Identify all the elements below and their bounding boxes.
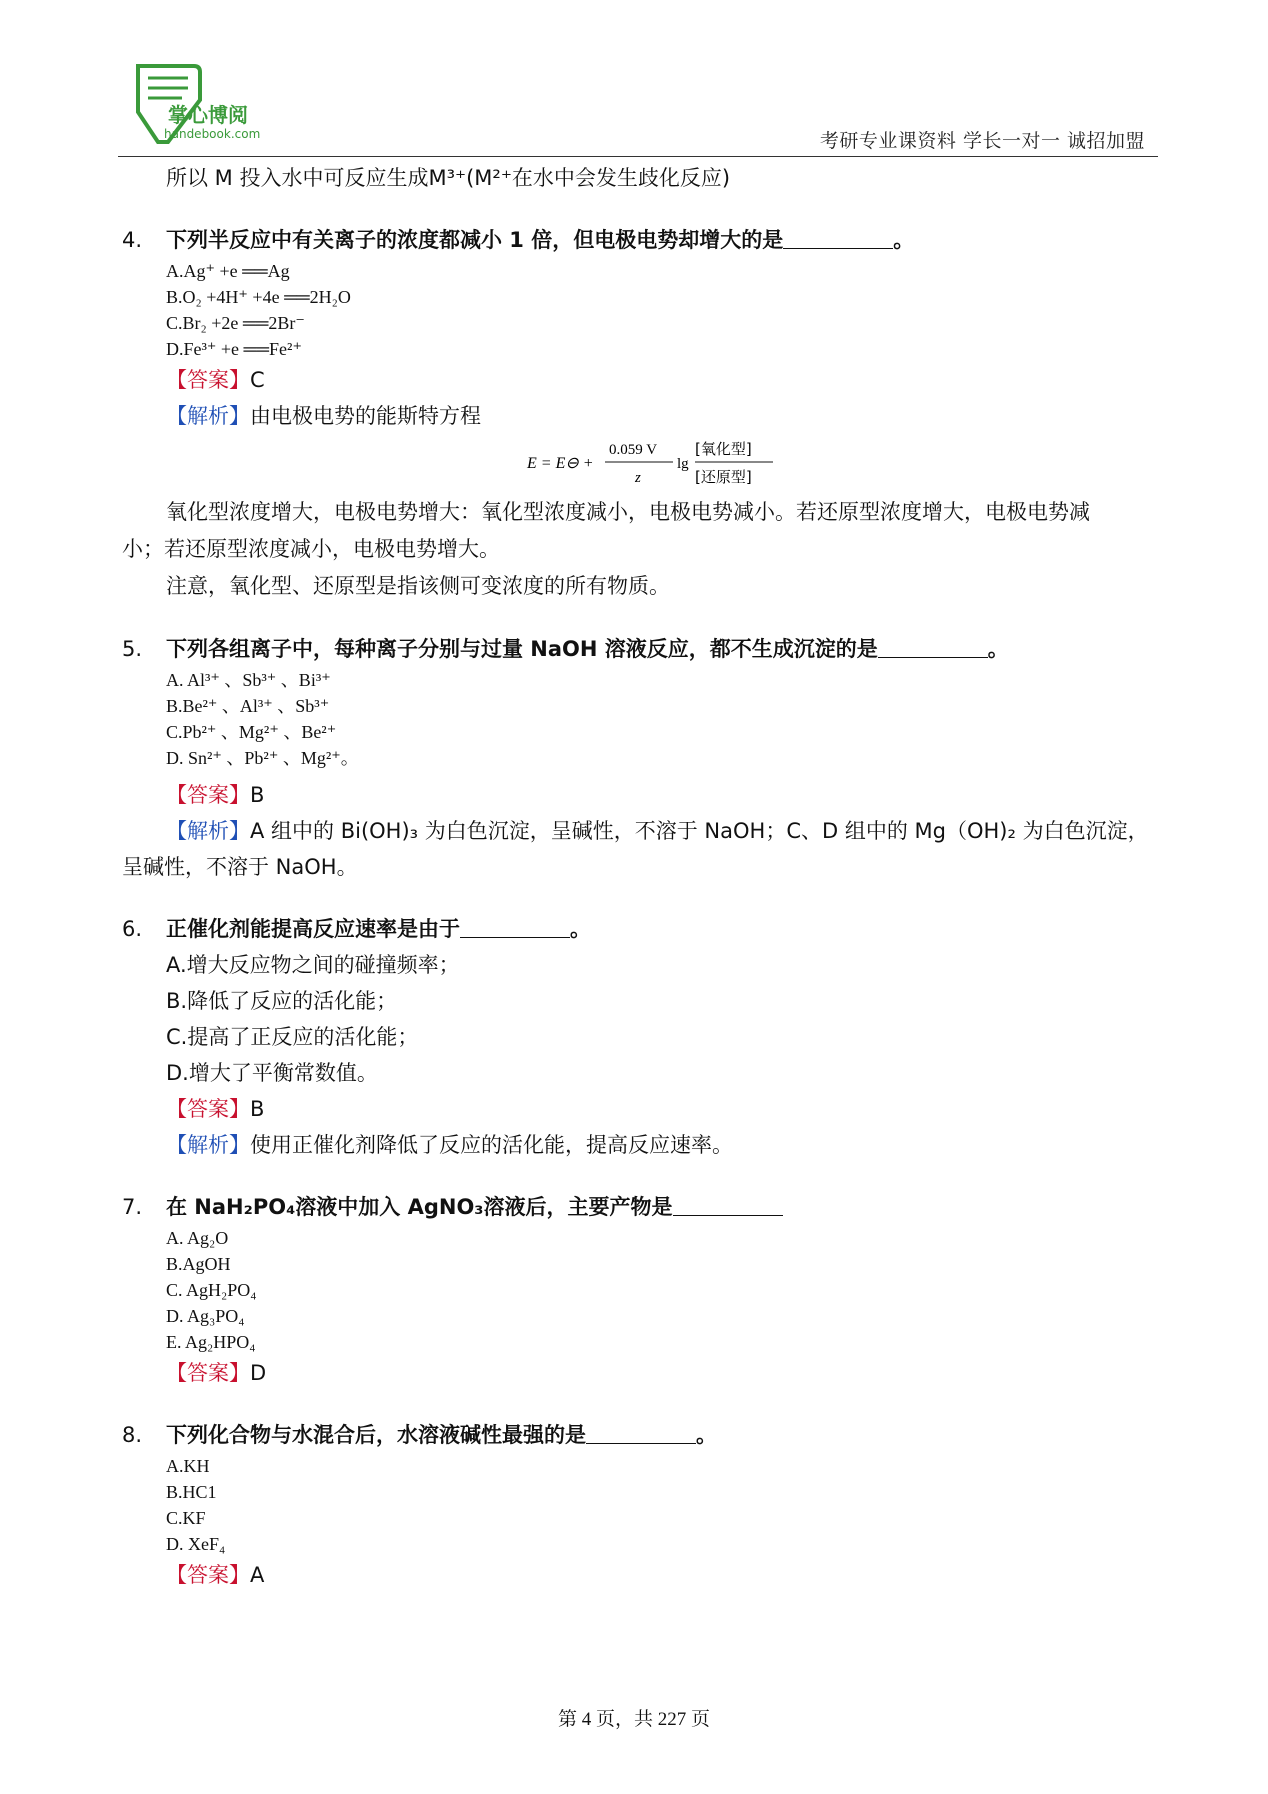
formula-numerator: 0.059 V [609,442,658,458]
analysis-line: 【解析】使用正催化剂降低了反应的活化能，提高反应速率。 [166,1133,733,1157]
answer-value: C [250,368,265,392]
answer-value: B [250,1097,265,1121]
document-body [122,160,1158,1593]
option: C.Pb²⁺ 、Mg²⁺ 、Be²⁺ [166,722,337,742]
logo-book-icon [134,62,284,148]
analysis-note: 小；若还原型浓度减小，电极电势增大。 [122,537,500,561]
answer-tag: 【答案】 [166,1097,250,1121]
option: A.KH [166,1456,210,1476]
question-title [122,1189,1158,1225]
analysis-line: 【解析】A 组中的 Bi(OH)₃ 为白色沉淀，呈碱性，不溶于 NaOH；C、D 组中的 Mg（OH)₂ 为白色沉淀， [166,819,1149,843]
question-text: 下列化合物与水混合后，水溶液碱性最强的是 [166,1423,586,1447]
option: B.AgOH [166,1254,231,1274]
logo-cn: 掌心博阅 [168,103,248,127]
logo [134,62,284,148]
analysis-note: 氧化型浓度增大，电极电势增大：氧化型浓度减小，电极电势减小。若还原型浓度增大，电极电势减 [166,500,1090,524]
answer-line [122,1091,1158,1127]
page-footer: 第 4 页，共 227 页 [557,1709,710,1730]
option: E. Ag₂HPO₄ [166,1332,256,1352]
answer-value: A [250,1563,265,1587]
answer-value: B [250,783,265,807]
option: A.增大反应物之间的碰撞频率； [166,953,460,977]
question-title: 4. 下列半反应中有关离子的浓度都减小 1 倍，但电极电势却增大的是 。 [122,222,1158,258]
question-number: 8. [122,1423,143,1447]
option: B.O₂ +4H⁺ +4e ══2H₂O [166,287,351,307]
answer-blank [673,1193,783,1216]
option: A. Al³⁺ 、Sb³⁺ 、Bi³⁺ [166,670,331,690]
option: B.Be²⁺ 、Al³⁺ 、Sb³⁺ [166,696,330,716]
answer-tag: 【答案】 [166,368,250,392]
answer-tag: 【答案】 [166,1563,250,1587]
question-number: 6. [122,917,143,941]
formula-lg: lg [677,456,689,472]
formula-lhs: E = E⊖ + [527,455,594,472]
header-divider [118,156,1158,157]
question-title: 5. 下列各组离子中，每种离子分别与过量 NaOH 溶液反应，都不生成沉淀的是 。 [122,631,1158,667]
answer-line [122,777,1158,813]
question-title: 8. 下列化合物与水混合后，水溶液碱性最强的是 。 [122,1417,1158,1453]
option: C.KF [166,1508,206,1528]
question-text: 下列半反应中有关离子的浓度都减小 1 倍，但电极电势却增大的是 [166,228,784,252]
answer-tag: 【答案】 [166,1361,250,1385]
answer-blank [783,226,893,249]
question-text: 下列各组离子中，每种离子分别与过量 NaOH 溶液反应，都不生成沉淀的是 [166,637,878,661]
option: B.降低了反应的活化能； [166,989,398,1013]
option: C.提高了正反应的活化能； [166,1025,419,1049]
header-slogan: 考研专业课资料 学长一对一 诚招加盟 [819,130,1145,152]
analysis-line-cont: 呈碱性，不溶于 NaOH。 [122,855,358,879]
option: A. Ag₂O [166,1228,229,1248]
answer-line [122,1355,1158,1391]
intro-line: 所以 M 投入水中可反应生成M³⁺(M²⁺在水中会发生歧化反应) [166,166,731,190]
logo-url: handebook.com [164,127,261,141]
option: D. Sn²⁺ 、Pb²⁺ 、Mg²⁺。 [166,748,359,768]
option: D. Ag₃PO₄ [166,1306,245,1326]
answer-line [122,1557,1158,1593]
option: C.Br₂ +2e ══2Br⁻ [166,313,305,333]
formula-denominator: z [635,470,641,486]
formula-oxidized: [氧化型] [695,440,752,458]
analysis-line: 【解析】由电极电势的能斯特方程 [166,404,481,428]
option: D. XeF₄ [166,1534,226,1554]
analysis-tag: 【解析】 [166,1133,250,1157]
answer-value: D [250,1361,267,1385]
option: D.增大了平衡常数值。 [166,1061,378,1085]
question-number: 5. [122,637,143,661]
option: B.HC1 [166,1482,217,1502]
option: A.Ag⁺ +e ══Ag [166,261,290,281]
answer-blank [586,1421,696,1444]
question-number: 4. [122,228,143,252]
analysis-note: 注意，氧化型、还原型是指该侧可变浓度的所有物质。 [166,574,670,598]
answer-line [122,362,1158,398]
answer-tag: 【答案】 [166,783,250,807]
analysis-tag: 【解析】 [166,404,250,428]
option: D.Fe³⁺ +e ══Fe²⁺ [166,339,302,359]
question-text: 在 NaH₂PO₄溶液中加入 AgNO₃溶液后，主要产物是 [166,1195,673,1219]
question-title: 6. 正催化剂能提高反应速率是由于 。 [122,911,1158,947]
answer-blank [460,915,570,938]
option: C. AgH₂PO₄ [166,1280,257,1300]
nernst-formula [525,438,795,488]
formula-reduced: [还原型] [695,468,752,486]
question-number: 7. [122,1195,143,1219]
answer-blank [878,635,988,658]
analysis-tag: 【解析】 [166,819,250,843]
question-text: 正催化剂能提高反应速率是由于 [166,917,460,941]
